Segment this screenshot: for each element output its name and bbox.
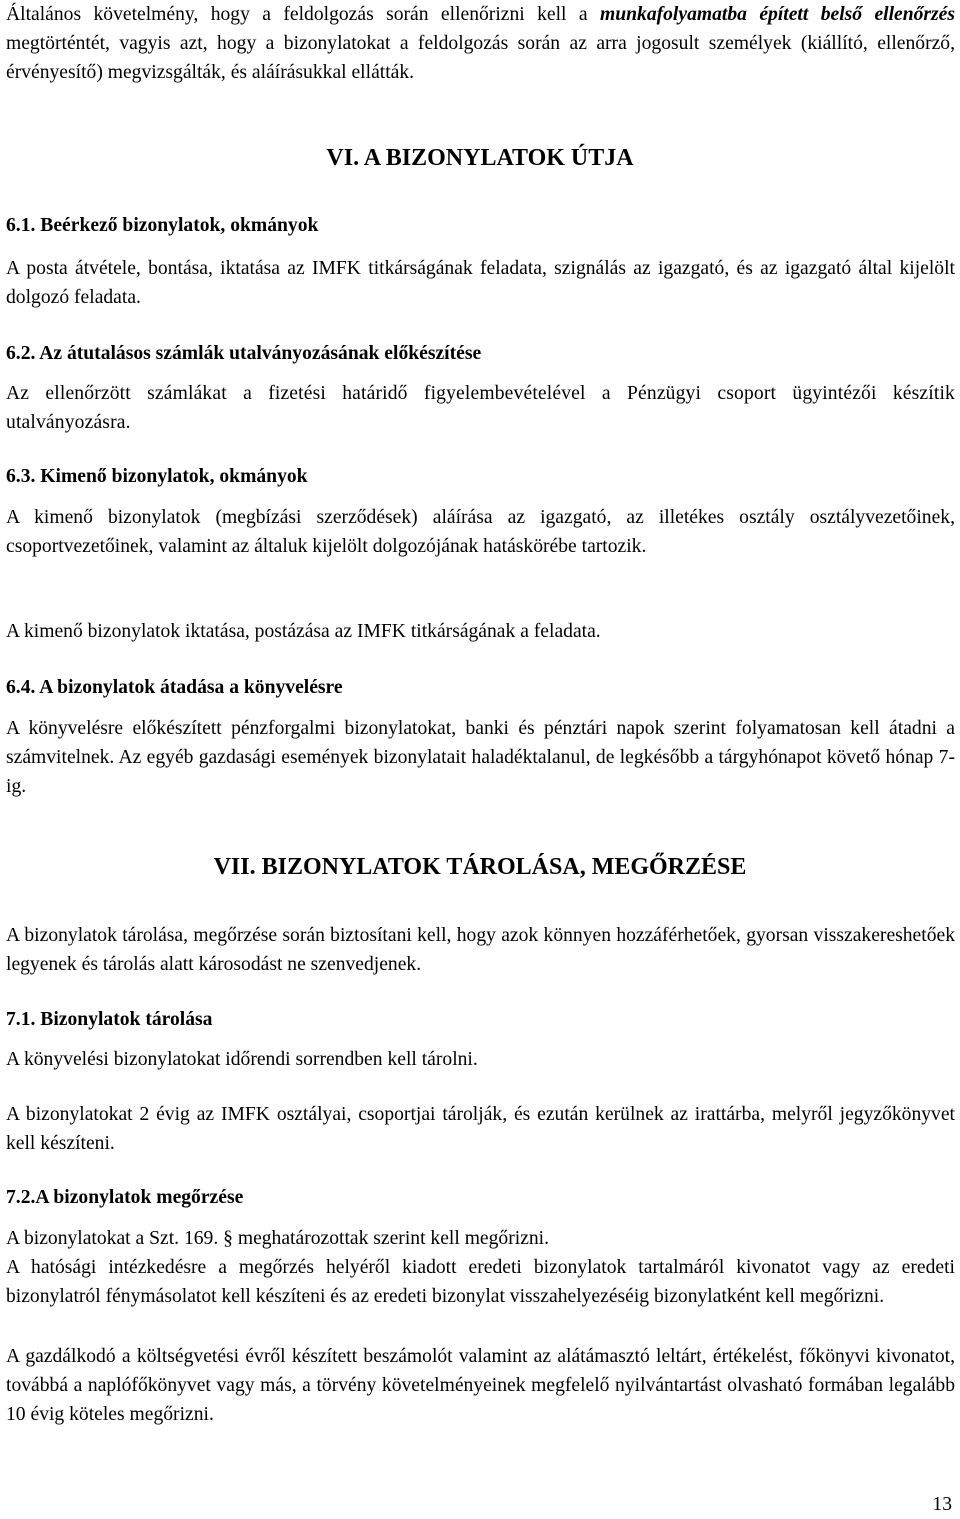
- page-number: 13: [932, 1494, 952, 1515]
- section-7-2-paragraph-2: A hatósági intézkedésre a megőrzés helyéről kiadott eredeti bizonylatok tartalmáról kivonatot vagy az eredeti bizonylatról fénymásolatot kell készíteni és az eredeti bizonylat visszahelyezéséig bizonylatként kell megőrizni.: [6, 1257, 955, 1307]
- intro-text-end: megtörténtét, vagyis azt, hogy a bizonylatokat a feldolgozás során az arra jogosult személyek (kiállító, ellenőrző, érvényesítő) megvizsgálták, és aláírásukkal ellátták.: [6, 33, 955, 83]
- section-6-1-paragraph: A posta átvétele, bontása, iktatása az IMFK titkárságának feladata, szignálás az igazgató, és az igazgató által kijelölt dolgozó feladata.: [6, 258, 955, 308]
- section-6-1-heading: 6.1. Beérkező bizonylatok, okmányok: [6, 215, 319, 236]
- intro-emphasis: munkafolyamatba épített belső ellenőrzés: [599, 4, 956, 25]
- section-7-2-paragraph-1: A bizonylatokat a Szt. 169. § meghatározottak szerint kell megőrizni.: [6, 1228, 550, 1249]
- intro-paragraph: [6, 0, 955, 87]
- chapter-vii-intro: A bizonylatok tárolása, megőrzése során biztosítani kell, hogy azok könnyen hozzáférhetőek, gyorsan visszakereshetőek legyenek és tárolás alatt károsodást ne szenvedjenek.: [6, 925, 955, 975]
- chapter-vii-title: VII. BIZONYLATOK TÁROLÁSA, MEGŐRZÉSE: [213, 854, 747, 880]
- section-7-1-paragraph-2: A bizonylatokat 2 évig az IMFK osztályai, csoportjai tárolják, és ezután kerülnek az irattárba, melyről jegyzőkönyvet kell készíteni.: [6, 1104, 955, 1154]
- section-6-2-paragraph: Az ellenőrzött számlákat a fizetési határidő figyelembevételével a Pénzügyi csoport ügyintézői készítik utalványozásra.: [6, 383, 955, 433]
- section-6-3-paragraph-2: A kimenő bizonylatok iktatása, postázása az IMFK titkárságának a feladata.: [6, 621, 601, 642]
- chapter-vi-title: VI. A BIZONYLATOK ÚTJA: [326, 145, 634, 171]
- section-6-4-heading: 6.4. A bizonylatok átadása a könyvelésre: [6, 677, 343, 698]
- section-7-2-heading: 7.2.A bizonylatok megőrzése: [6, 1187, 244, 1208]
- section-6-4-paragraph: A könyvelésre előkészített pénzforgalmi bizonylatokat, banki és pénztári napok szerint folyamatosan kell átadni a számvitelnek. Az egyéb gazdasági események bizonylatait haladéktalanul, de legkésőbb a tárgyhónapot követő hónap 7-ig.: [6, 718, 955, 797]
- intro-text-start: Általános követelmény, hogy a feldolgozás során ellenőrizni kell a: [6, 4, 600, 25]
- section-7-1-heading: 7.1. Bizonylatok tárolása: [6, 1009, 213, 1030]
- section-7-1-paragraph-1: A könyvelési bizonylatokat időrendi sorrendben kell tárolni.: [6, 1049, 478, 1070]
- section-6-3-paragraph-1: A kimenő bizonylatok (megbízási szerződések) aláírása az igazgató, az illetékes osztály osztályvezetőinek, csoportvezetőinek, valamint az általuk kijelölt dolgozójának hatáskörébe tartozik.: [6, 507, 955, 557]
- section-6-3-heading: 6.3. Kimenő bizonylatok, okmányok: [6, 466, 308, 487]
- section-6-2-heading: 6.2. Az átutalásos számlák utalványozásának előkészítése: [6, 343, 482, 364]
- section-7-2-paragraph-3: A gazdálkodó a költségvetési évről készített beszámolót valamint az alátámasztó leltárt, értékelést, főkönyvi kivonatot, továbbá a naplófőkönyvet vagy más, a törvény követelményeinek megfelelő nyilvántartást olvasható formában legalább 10 évig köteles megőrizni.: [6, 1346, 955, 1425]
